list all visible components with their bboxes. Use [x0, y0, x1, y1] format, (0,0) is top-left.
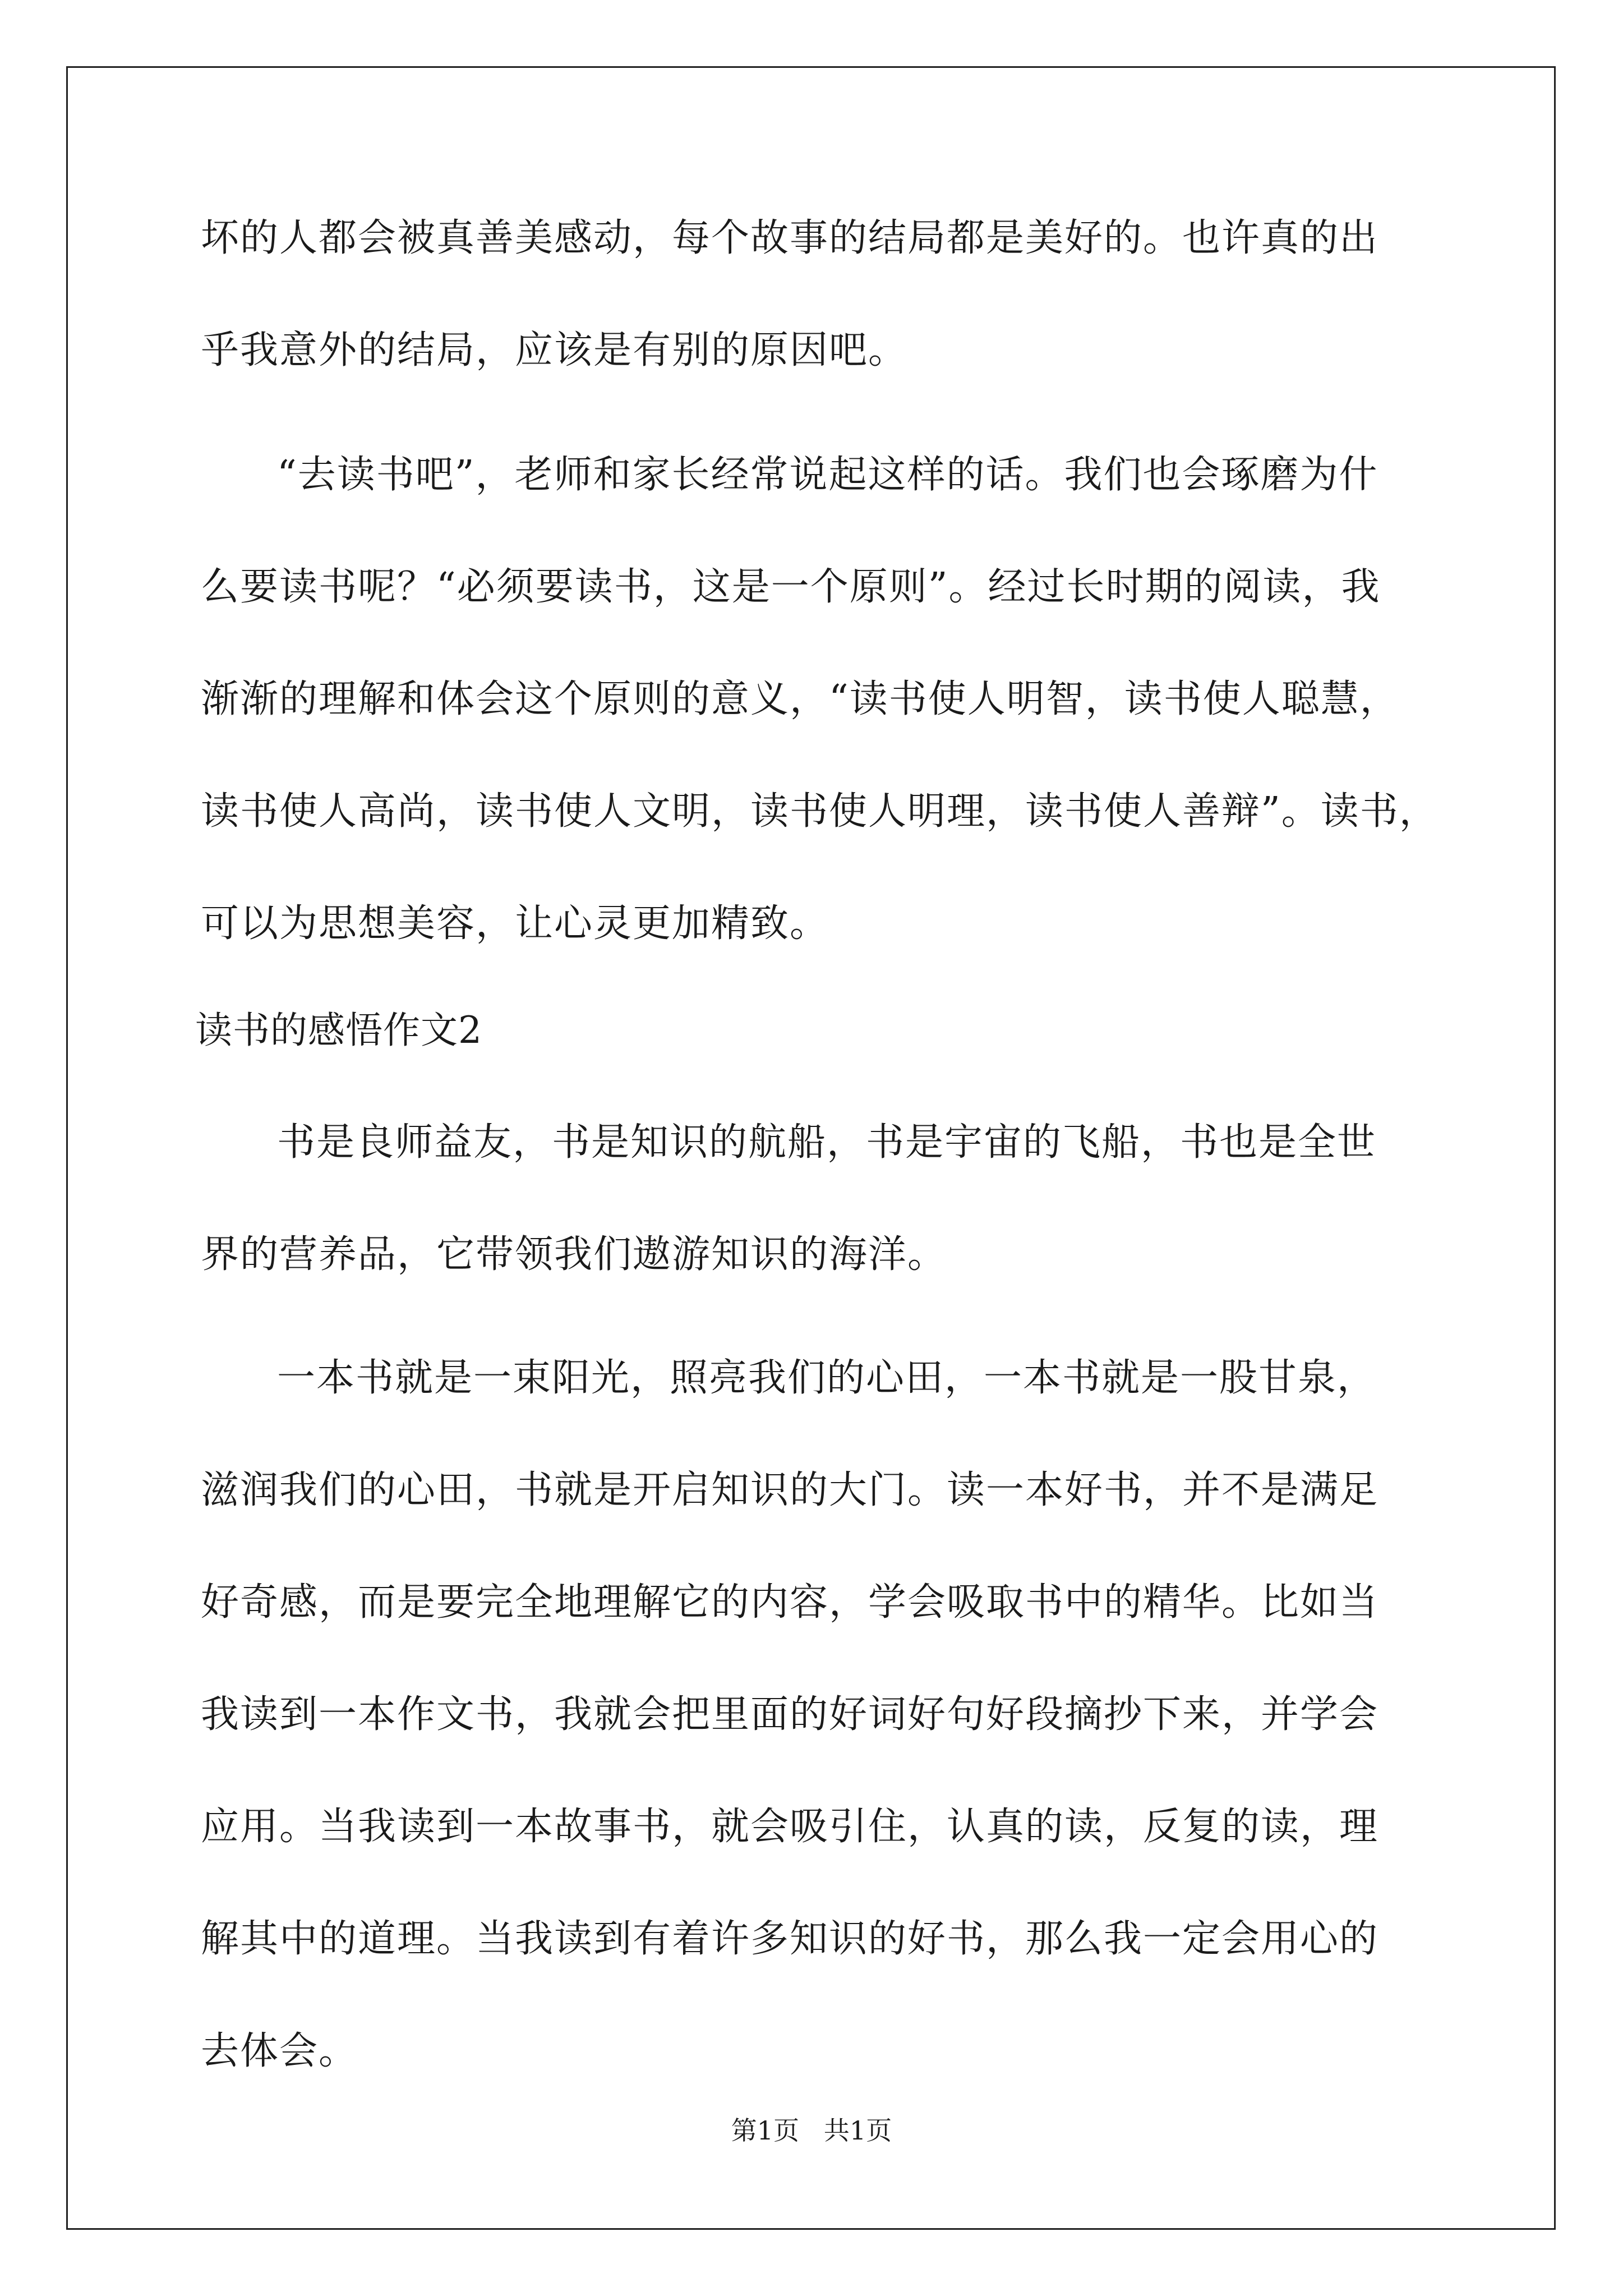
- paragraph-4-line-2: 滋润我们的心田，书就是开启知识的大门。读一本好书，并不是满足: [201, 1468, 1379, 1512]
- paragraph-4-line-1: 一本书就是一束阳光，照亮我们的心田，一本书就是一股甘泉，: [277, 1356, 1377, 1400]
- paragraph-2-line-2: 么要读书呢？“必须要读书，这是一个原则”。经过长时期的阅读，我: [201, 565, 1381, 609]
- paragraph-4-line-5: 应用。当我读到一本故事书，就会吸引住，认真的读，反复的读，理: [201, 1805, 1379, 1849]
- paragraph-4-line-4: 我读到一本作文书，我就会把里面的好词好句好段摘抄下来，并学会: [201, 1692, 1379, 1737]
- paragraph-4-line-7: 去体会。: [201, 2029, 358, 2073]
- paragraph-1-line-2: 乎我意外的结局，应该是有别的原因吧。: [201, 328, 908, 372]
- paragraph-2-line-3: 渐渐的理解和体会这个原则的意义，“读书使人明智，读书使人聪慧，: [201, 677, 1399, 721]
- paragraph-2-line-1: “去读书吧”，老师和家长经常说起这样的话。我们也会琢磨为什: [277, 453, 1378, 497]
- section-heading: 读书的感悟作文2: [195, 1009, 482, 1052]
- paragraph-1-line-1: 坏的人都会被真善美感动，每个故事的结局都是美好的。也许真的出: [201, 216, 1379, 260]
- paragraph-2-line-5: 可以为思想美容，让心灵更加精致。: [201, 901, 829, 946]
- paragraph-3-line-1: 书是良师益友，书是知识的航船，书是宇宙的飞船，书也是全世: [277, 1120, 1377, 1165]
- paragraph-4-line-6: 解其中的道理。当我读到有着许多知识的好书，那么我一定会用心的: [201, 1917, 1379, 1961]
- page-number-footer: 第1页 共1页: [731, 2115, 892, 2146]
- paragraph-3-line-2: 界的营养品，它带领我们遨游知识的海洋。: [201, 1232, 947, 1277]
- paragraph-4-line-3: 好奇感，而是要完全地理解它的内容，学会吸取书中的精华。比如当: [201, 1580, 1379, 1625]
- paragraph-2-line-4: 读书使人高尚，读书使人文明，读书使人明理，读书使人善辩”。读书，: [201, 789, 1438, 834]
